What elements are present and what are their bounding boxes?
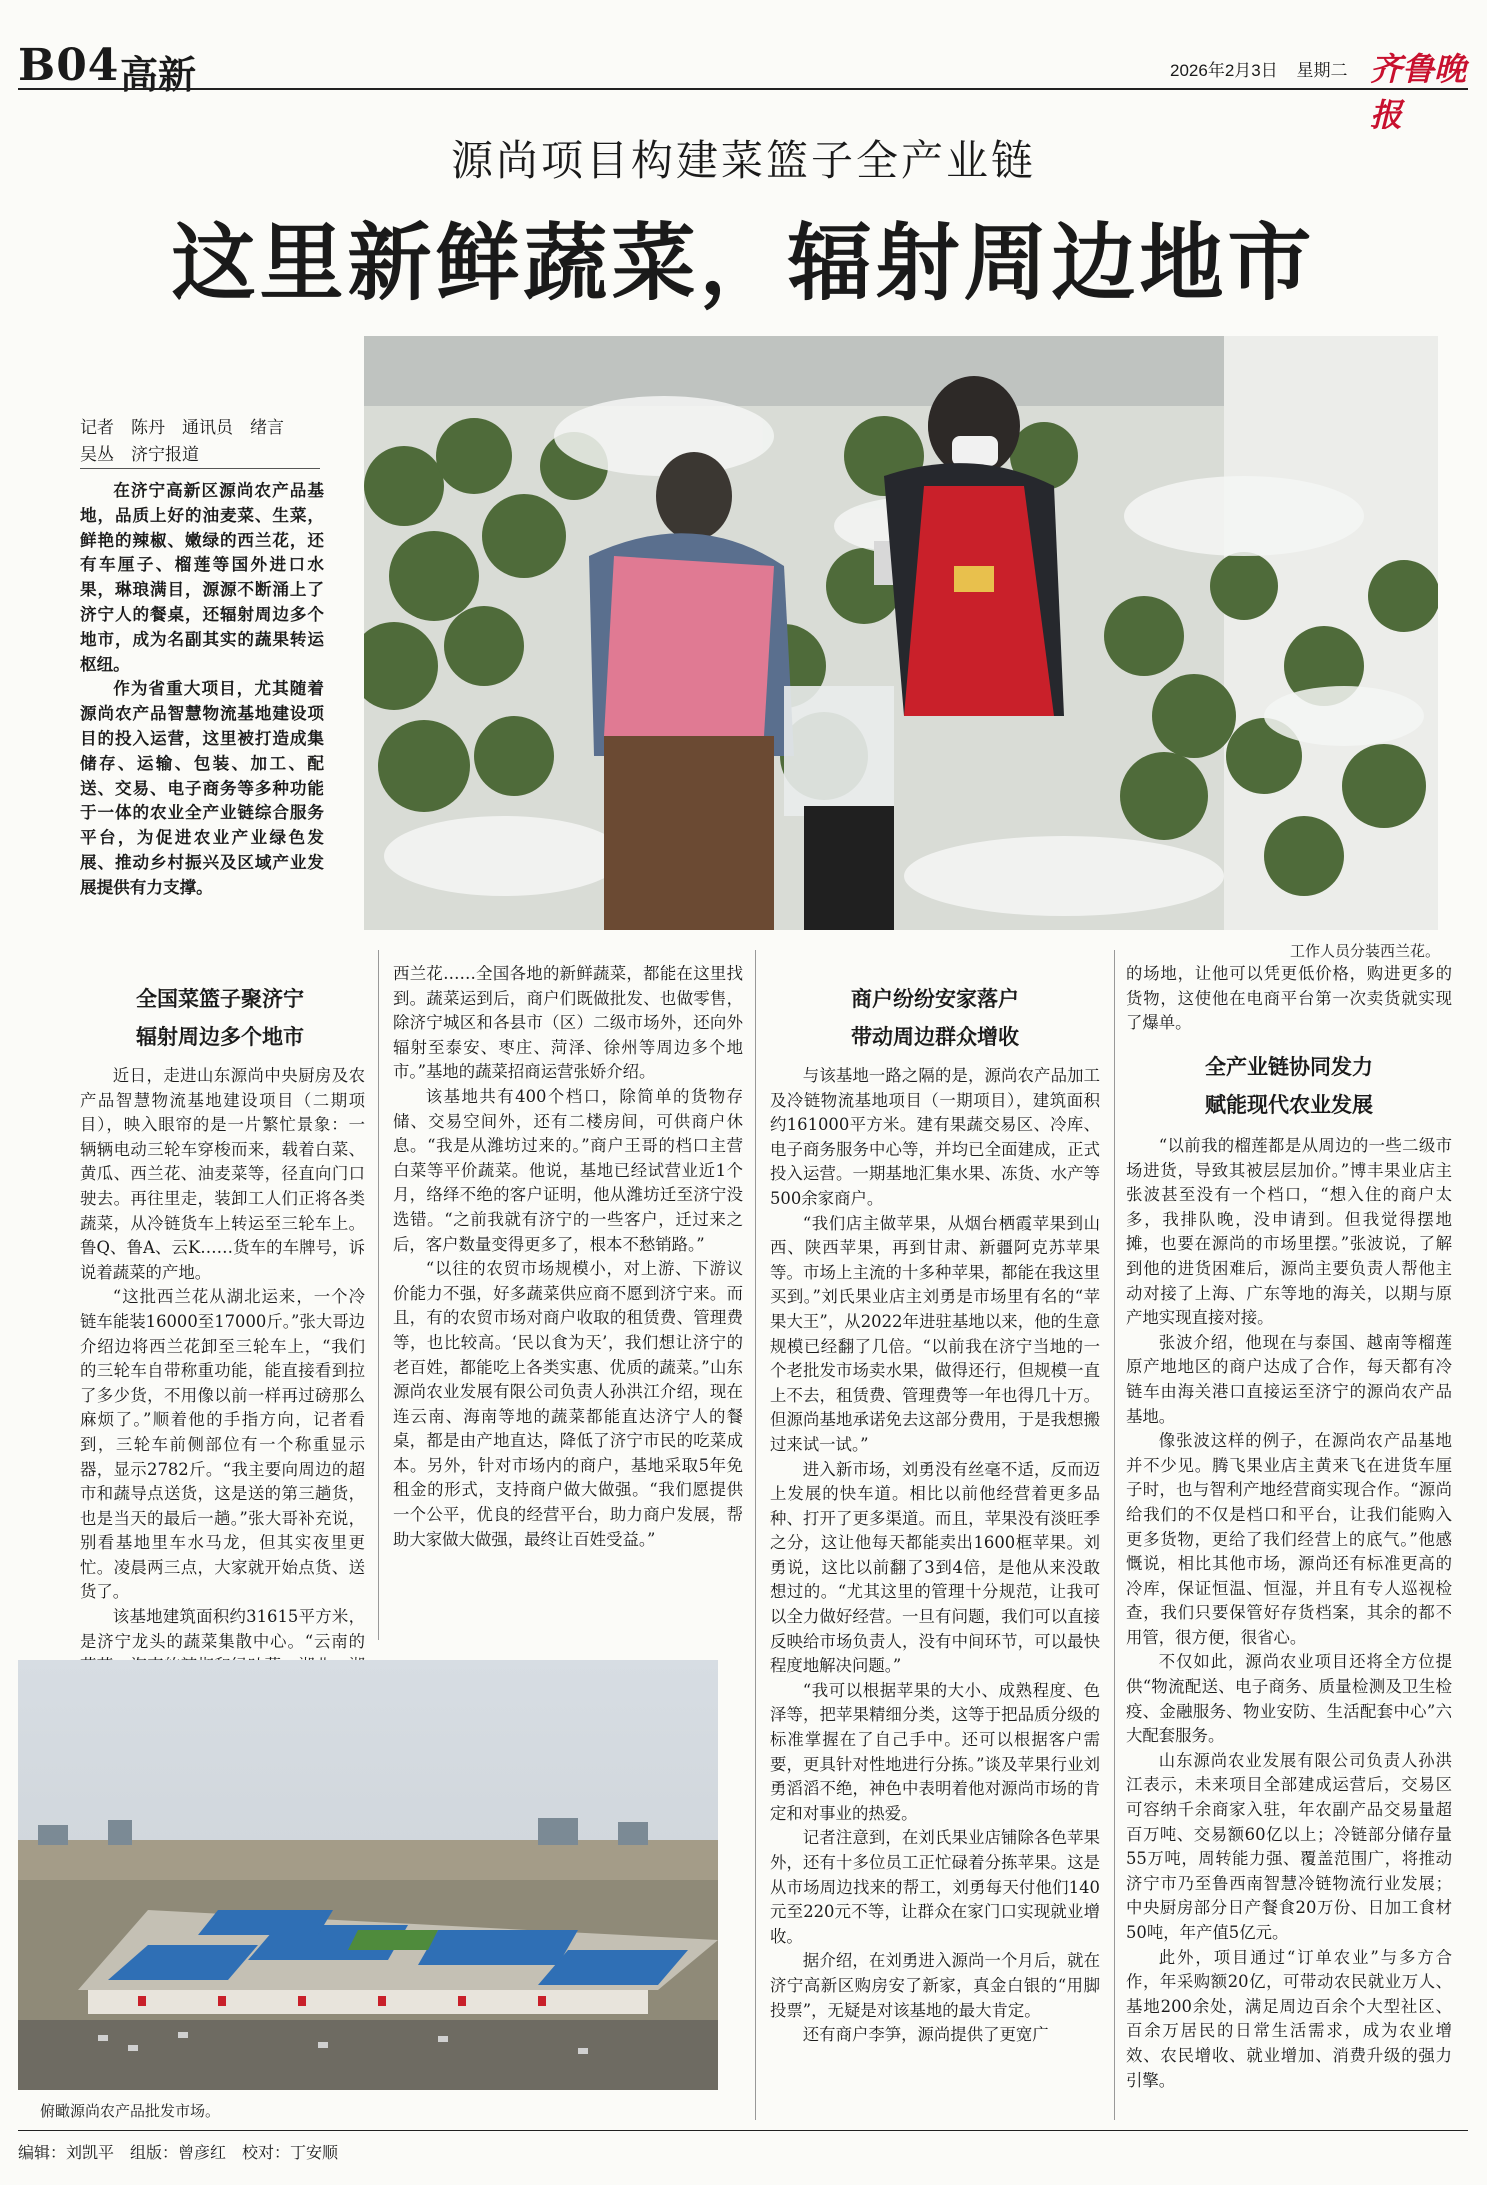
body-paragraph: “我们店主做苹果，从烟台栖霞苹果到山西、陕西苹果，再到甘肃、新疆阿克苏苹果等。市场上主流的十多种苹果，都能在我这里买到。”刘氏果业店主刘勇是市场里有名的“苹果大王”，从2022年进驻基地以来，他的生意规模已经翻了几倍。“以前我在济宁当地的一个老批发市场卖水果，做得还行，但规模一直上不去，租赁费、管理费等一年也得几十万。但源尚基地承诺免去这部分费用，于是我想搬过来试一试。” [770, 1213, 1100, 1454]
subhead-line: 辐射周边多个地市 [136, 1025, 304, 1049]
subhead-2 [770, 980, 1100, 1056]
subhead-line: 赋能现代农业发展 [1205, 1093, 1373, 1117]
issue-date [1170, 56, 1347, 81]
header-rule [18, 88, 1468, 90]
market-aerial-photo [18, 1660, 718, 2090]
body-paragraph: 据介绍，在刘勇进入源尚一个月后，就在济宁高新区购房安了新家，真金白银的“用脚投票”，无疑是对该基地的最大肯定。 [770, 1951, 1100, 2020]
body-paragraph: 与该基地一路之隔的是，源尚农产品加工及冷链物流基地项目（一期项目），建筑面积约161000平方米。建有果蔬交易区、冷库、电子商务服务中心等，并均已全面建成，正式投入运营。一期基地汇集水果、冻货、水产等500余家商户。 [770, 1066, 1100, 1208]
subhead-line: 商户纷纷安家落户 [851, 987, 1019, 1011]
article-kicker: 源尚项目构建菜篮子全产业链 [450, 136, 1036, 185]
body-paragraph: 记者注意到，在刘氏果业店铺除各色苹果外，还有十多位员工正忙碌着分拣苹果。这是从市场周边找来的帮工，刘勇每天付他们140元至220元不等，让群众在家门口实现就业增收。 [770, 1828, 1100, 1946]
byline-line-2: 吴丛 济宁报道 [80, 445, 199, 464]
photo1-caption: 工作人员分装西兰花。 [1290, 943, 1441, 960]
body-paragraph: 的场地，让他可以凭更低价格，购进更多的货物，这使他在电商平台第一次卖货就实现了爆单。 [1126, 964, 1452, 1033]
column-rule [1114, 950, 1115, 2120]
byline-rule [80, 468, 320, 469]
subhead-1 [80, 980, 360, 1056]
column-rule [378, 950, 379, 1640]
broccoli-photo [364, 336, 1438, 930]
market-aerial-illustration [18, 1660, 718, 2090]
body-paragraph: 此外，项目通过“订单农业”与多方合作，年采购额20亿，可带动农民就业万人、基地200余处，满足周边百余个大型社区、百余万居民的日常生活需求，成为农业增效、农民增收、就业增加、消费升级的强力引擎。 [1126, 1947, 1452, 2090]
subhead-line: 全国菜篮子聚济宁 [136, 987, 304, 1011]
body-paragraph: 不仅如此，源尚农业项目还将全方位提供“物流配送、电子商务、质量检测及卫生检疫、金融服务、物业安防、生活配套中心”六大配套服务。 [1126, 1652, 1452, 1746]
article-column-3 [770, 1064, 1100, 2048]
body-paragraph: “以前我的榴莲都是从周边的一些二级市场进货，导致其被层层加价。”博丰果业店主张波甚至没有一个档口，“想入住的商户太多，我排队晚，没申请到。但我觉得摆地摊，也要在源尚的市场里摆。”张波说，了解到他的进货困难后，源尚主要负责人帮他主动对接了上海、广东等地的海关，以期与原产地实现直接对接。 [1126, 1136, 1452, 1328]
body-paragraph: 该基地共有400个档口，除简单的货物存储、交易空间外，还有二楼房间，可供商户休息。“我是从潍坊过来的。”商户王哥的档口主营白菜等平价蔬菜。他说，基地已经试营业近1个月，络绎不绝的客户证明，他从潍坊迁至济宁没选错。“之前我就有济宁的一些客户，迁过来之后，客户数量变得更多了，根本不愁销路。” [393, 1086, 743, 1254]
page-number: B04 [18, 40, 120, 91]
byline [80, 414, 320, 468]
body-paragraph: “我可以根据苹果的大小、成熟程度、色泽等，把苹果精细分类，这等于把品质分级的标准掌握在了自己手中。还可以根据客户需要，更具针对性地进行分拣。”谈及苹果行业刘勇滔滔不绝，神色中表明着他对源尚市场的肯定和对事业的热爱。 [770, 1680, 1100, 1823]
newspaper-logo: 齐鲁晚报 [1370, 50, 1467, 134]
footer-rule [18, 2130, 1468, 2131]
article-headline: 这里新鲜蔬菜，辐射周边地市 [171, 213, 1316, 312]
weekday-text: 星期二 [1296, 61, 1348, 80]
lead-paragraph: 在济宁高新区源尚农产品基地，品质上好的油麦菜、生菜，鲜艳的辣椒、嫩绿的西兰花，还有车厘子、榴莲等国外进口水果，琳琅满目，源源不断涌上了济宁人的餐桌，还辐射周边多个地市，成为名副其实的蔬果转运枢纽。 [80, 480, 324, 674]
broccoli-photo-illustration [364, 336, 1438, 930]
lead-paragraph: 作为省重大项目，尤其随着源尚农产品智慧物流基地建设项目的投入运营，这里被打造成集储存、运输、包装、加工、配送、交易、电子商务等多种功能于一体的农业全产业链综合服务平台，为促进农业产业绿色发展、推动乡村振兴及区域产业发展提供有力支撑。 [80, 678, 324, 897]
article-column-1 [80, 1064, 365, 1703]
body-paragraph: 近日，走进山东源尚中央厨房及农产品智慧物流基地建设项目（二期项目），映入眼帘的是一片繁忙景象：一辆辆电动三轮车穿梭而来，载着白菜、黄瓜、西兰花、油麦菜等，径直向门口驶去。再往里走，装卸工人们正将各类蔬菜，从冷链货车上转运至三轮车上。鲁Q、鲁A、云K……货车的车牌号，诉说着蔬菜的产地。 [80, 1066, 365, 1282]
body-paragraph: 西兰花……全国各地的新鲜蔬菜，都能在这里找到。蔬菜运到后，商户们既做批发、也做零售，除济宁城区和各县市（区）二级市场外，还向外辐射至泰安、枣庄、菏泽、徐州等周边多个地市。”基地的蔬菜招商运营张娇介绍。 [393, 964, 743, 1082]
article-column-4-top [1126, 962, 1452, 1036]
body-paragraph: 山东源尚农业发展有限公司负责人孙洪江表示，未来项目全部建成运营后，交易区可容纳千余商家入驻，年农副产品交易量超百万吨、交易额60亿以上；冷链部分储存量55万吨，周转能力强、覆盖范围广，将推动济宁市乃至鲁西南智慧冷链物流行业发展；中央厨房部分日产餐食20万份、日加工食材50吨，年产值5亿元。 [1126, 1750, 1452, 1942]
body-paragraph: 像张波这样的例子，在源尚农产品基地并不少见。腾飞果业店主黄来飞在进货车厘子时，也与智利产地经营商实现合作。“源尚给我们的不仅是档口和平台，让我们能购入更多货物，更给了我们经营上的底气。”他感慨说，相比其他市场，源尚还有标准更高的冷库，保证恒温、恒湿，并且有专人巡视检查，我们只要保管好存货档案，其余的都不用管，很方便，很省心。 [1126, 1431, 1452, 1647]
lead-paragraphs [80, 478, 324, 900]
subhead-line: 全产业链协同发力 [1205, 1055, 1373, 1079]
body-paragraph: 该基地建筑面积约31615平方米，是济宁龙头的蔬菜集散中心。“云南的 [80, 1607, 365, 1651]
subhead-line: 带动周边群众增收 [851, 1025, 1019, 1049]
article-column-4 [1126, 1134, 1452, 2093]
article-column-2 [393, 962, 743, 1552]
subhead-3 [1126, 1048, 1452, 1124]
section-name: 高新 [120, 52, 197, 97]
body-paragraph: 还有商户李笋，源尚提供了更宽广 [802, 2025, 1049, 2045]
column-rule [755, 950, 756, 2120]
byline-line-1: 记者 陈丹 通讯员 绪言 [80, 418, 284, 437]
date-text: 2026年2月3日 [1170, 61, 1278, 80]
body-paragraph: 进入新市场，刘勇没有丝毫不适，反而迈上发展的快车道。相比以前他经营着更多品种、打开了更多渠道。而且，苹果没有淡旺季之分，这让他每天都能卖出1600框苹果。刘勇说，这比以前翻了3到4倍，是他从来没敢想过的。“尤其这里的管理十分规范，让我可以全力做好经营。一旦有问题，我们可以直接反映给市场负责人，没有中间环节，可以最快程度地解决问题。” [770, 1459, 1100, 1676]
body-paragraph: “这批西兰花从湖北运来，一个冷链车能装16000至17000斤。”张大哥边介绍边将西兰花卸至三轮车上，“我们的三轮车自带称重功能，能直接看到拉了多少货，不用像以前一样再过磅那么麻烦了。”顺着他的手指方向，记者看到，三轮车前侧部位有一个称重显示器，显示2782斤。“我主要向周边的超市和蔬导点送货，这是送的第三趟货，也是当天的最后一趟。”张大哥补充说，别看基地里车水马龙，但其实夜里更忙。凌晨两三点，大家就开始点货、送货了。 [80, 1287, 365, 1602]
photo2-caption: 俯瞰源尚农产品批发市场。 [40, 2103, 221, 2120]
body-paragraph: 张波介绍，他现在与泰国、越南等榴莲原产地地区的商户达成了合作，每天都有冷链车由海关港口直接运至济宁的源尚农产品基地。 [1126, 1332, 1452, 1426]
editorial-credits: 编辑：刘凯平 组版：曾彦红 校对：丁安顺 [18, 2145, 339, 2162]
body-paragraph: “以往的农贸市场规模小，对上游、下游议价能力不强，好多蔬菜供应商不愿到济宁来。而且，有的农贸市场对商户收取的租赁费、管理费等，也比较高。‘民以食为天’，我们想让济宁的老百姓，都能吃上各类实惠、优质的蔬菜。”山东源尚农业发展有限公司负责人孙洪江介绍，现在连云南、海南等地的蔬菜都能直达济宁人的餐桌，都是由产地直达，降低了济宁市民的吃菜成本。另外，针对市场内的商户，基地采取5年免租金的形式，支持商户做大做强。“我们愿提供一个公平，优良的经营平台，助力商户发展，帮助大家做大做强，最终让百姓受益。” [393, 1259, 743, 1549]
